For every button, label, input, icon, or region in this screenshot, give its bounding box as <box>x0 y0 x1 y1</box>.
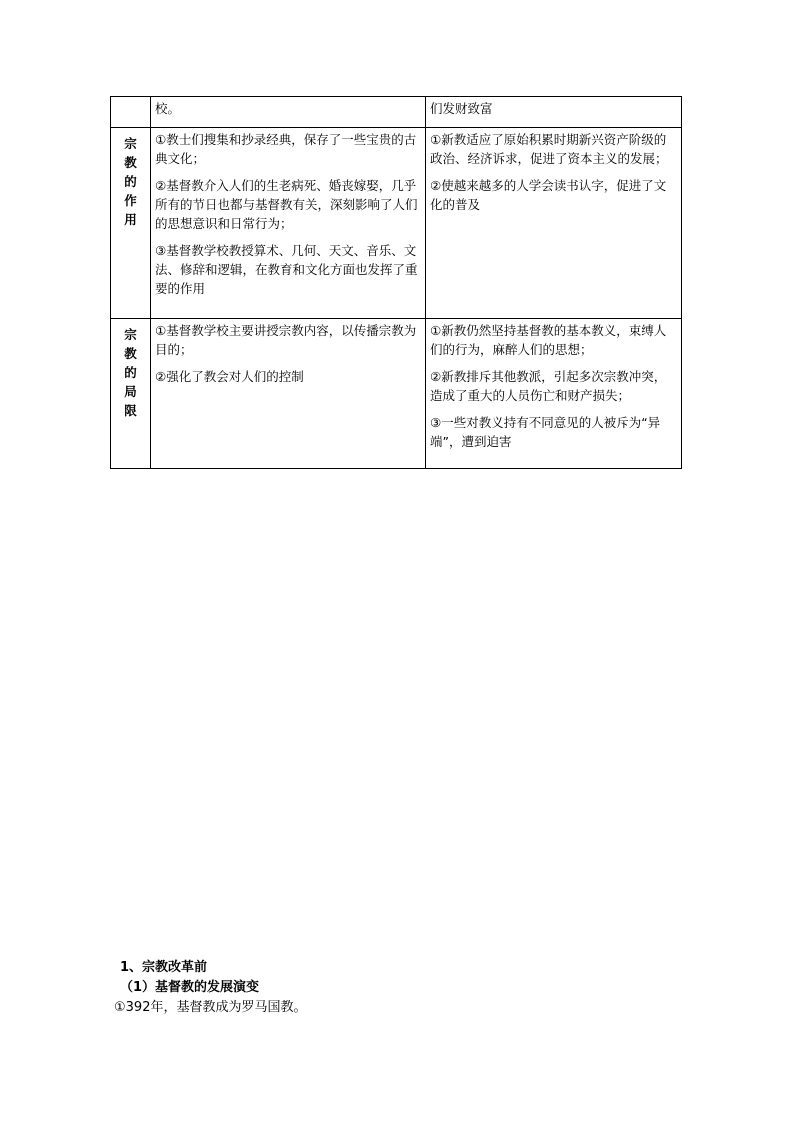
cell-paragraph: ②使越来越多的人学会读书认字，促进了文化的普及 <box>430 178 667 212</box>
table-row <box>111 128 682 319</box>
cell-text: 们发财致富 <box>426 97 682 128</box>
cell-paragraph: ②新教排斥其他教派，引起多次宗教冲突，造成了重大的人员伤亡和财产损失； <box>430 369 667 403</box>
cell-paragraph: ①新教仍然坚持基督教的基本教义，束缚人们的行为，麻醉人们的思想； <box>430 323 667 357</box>
cell-paragraph: ②强化了教会对人们的控制 <box>155 369 304 384</box>
header-cell-empty <box>111 97 151 128</box>
comparison-table <box>110 96 682 469</box>
cell-paragraph: ①基督教学校主要讲授宗教内容，以传播宗教为目的； <box>155 323 417 357</box>
section-block <box>114 958 306 1018</box>
cell-protestant-role <box>426 128 682 319</box>
table-row <box>111 97 682 128</box>
cell-paragraph: ①新教适应了原始积累时期新兴资产阶级的政治、经济诉求，促进了资本主义的发展； <box>430 132 668 166</box>
cell-paragraph: ③一些对教义持有不同意见的人被斥为“异端”，遭到迫害 <box>430 415 661 449</box>
cell-catholic-limit <box>151 319 426 469</box>
cell-protestant-limit <box>426 319 682 469</box>
section-subheading: （1）基督教的发展演变 <box>120 980 260 995</box>
cell-paragraph: ③基督教学校教授算术、几何、天文、音乐、文法、修辞和逻辑，在教育和文化方面也发挥了重要的作用 <box>155 243 418 296</box>
section-heading: 1、宗教改革前 <box>120 960 208 975</box>
cell-paragraph: ①教士们搜集和抄录经典，保存了一些宝贵的古典文化； <box>155 132 417 166</box>
table-row <box>111 319 682 469</box>
row-header-limit: 宗 教 的 局 限 <box>111 319 151 469</box>
section-text: ①392年，基督教成为罗马国教。 <box>114 1000 307 1015</box>
cell-catholic-role <box>151 128 426 319</box>
row-header-role: 宗 教 的 作 用 <box>111 128 151 319</box>
cell-text: 校。 <box>151 97 426 128</box>
cell-paragraph: ②基督教介入人们的生老病死、婚丧嫁娶，几乎所有的节日也都与基督教有关，深刻影响了人们的思想意识和日常行为； <box>155 178 418 231</box>
